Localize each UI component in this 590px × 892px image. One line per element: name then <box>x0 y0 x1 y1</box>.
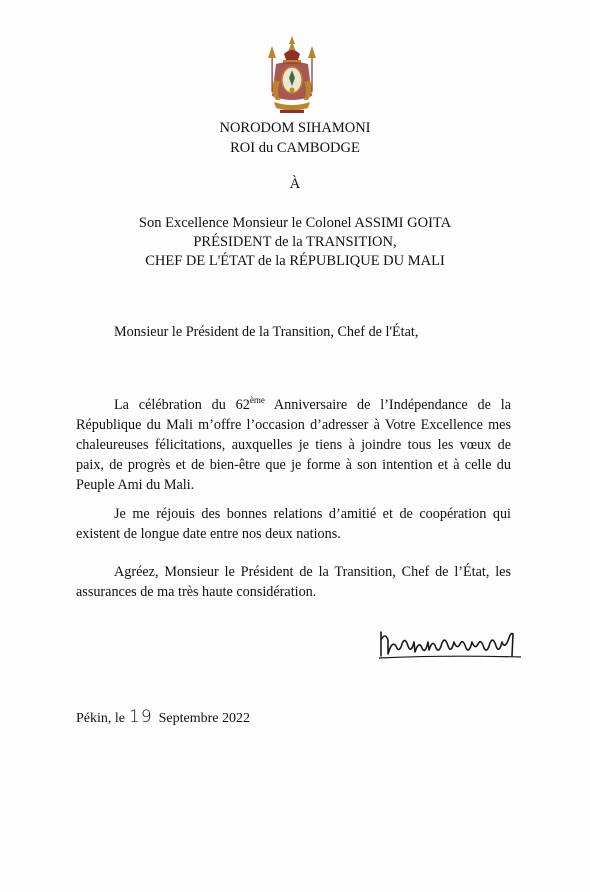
ordinal-superscript: ème <box>249 395 265 405</box>
paragraph-3: Agréez, Monsieur le Président de la Transition, Chef de l’État, les assurances de ma très haute considération. <box>76 564 511 600</box>
royal-arms-emblem-icon <box>262 34 322 116</box>
date-day-handwritten: 19 <box>129 707 153 727</box>
paragraph-1-lead: La célébration du 62 <box>114 397 250 413</box>
paragraph-1-first-line <box>76 395 511 415</box>
date-place: Pékin, le <box>76 711 125 726</box>
paragraph-1-lead-cont: Anniversaire de l’Indépendance de la <box>264 397 511 413</box>
salutation: Monsieur le Président de la Transition, Chef de l'État, <box>114 324 419 340</box>
recipient-line-3: CHEF DE L'ÉTAT de la RÉPUBLIQUE DU MALI <box>145 253 445 269</box>
royal-signature <box>375 628 525 662</box>
paragraph-2: Je me réjouis des bonnes relations d’amitié et de coopération qui existent de longue date entre nos deux nations. <box>76 506 511 542</box>
recipient-line-1: Son Excellence Monsieur le Colonel ASSIMI GOITA <box>138 215 452 231</box>
date-month-year: Septembre 2022 <box>158 711 251 726</box>
addressee-prefix: À <box>289 176 301 192</box>
sender-title: ROI du CAMBODGE <box>230 140 360 156</box>
date-line <box>76 707 250 729</box>
paragraph-1-rest: République du Mali m’offre l’occasion d’adresser à Votre Excellence mes chaleureuses félicitations, auxquelles je tiens à joindre tous les vœux de paix, de progrès et de bien-être que je forme à son intention et à celle du Peuple Ami du Mali. <box>76 417 511 493</box>
sender-name: NORODOM SIHAMONI <box>219 120 371 136</box>
recipient-line-2: PRÉSIDENT de la TRANSITION, <box>193 234 397 250</box>
paragraph-1 <box>76 395 511 495</box>
